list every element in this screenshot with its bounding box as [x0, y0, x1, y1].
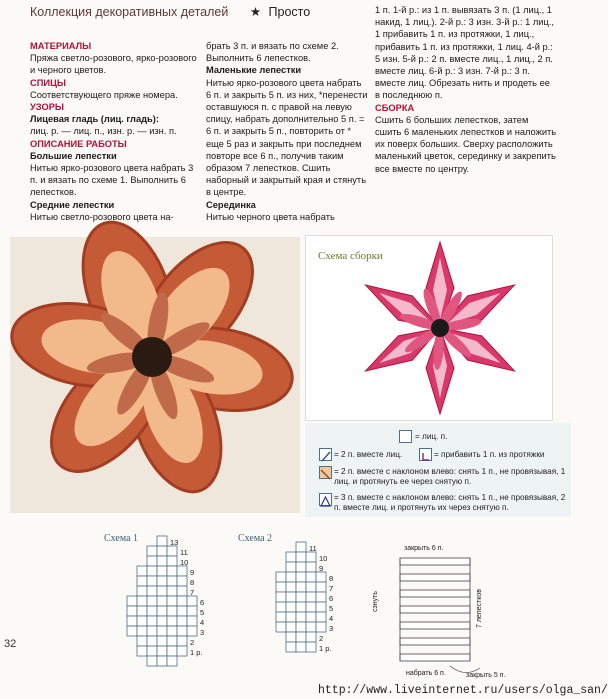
chart-cell — [147, 556, 157, 566]
knit-symbol-icon — [399, 430, 412, 443]
chart-cell — [296, 562, 306, 572]
legend-increase: = прибавить 1 п. из протяжки — [434, 450, 545, 459]
row-number: 6 — [329, 594, 334, 603]
chart-cell — [147, 656, 157, 666]
column-2 — [206, 40, 368, 223]
chart-cell — [167, 636, 177, 646]
chart-cell — [316, 602, 326, 612]
chart-cell — [286, 602, 296, 612]
chart-cell — [316, 612, 326, 622]
row-number: 2 — [190, 638, 195, 647]
chart-cell — [177, 626, 187, 636]
chart-cell — [127, 596, 137, 606]
big-petals-text: Нитью ярко-розового цвета набрать 3 п. и вязать по схеме 1. Выполнить 6 лепестков. — [30, 163, 194, 198]
chart-cell — [286, 622, 296, 632]
chart-cell — [147, 546, 157, 556]
collection-title: Коллекция декоративных деталей — [30, 5, 229, 19]
page-number: 32 — [4, 638, 17, 650]
chart-cell — [167, 546, 177, 556]
assembly-diagram — [305, 235, 553, 421]
chart-cell — [187, 596, 197, 606]
chart-cell — [177, 616, 187, 626]
row-number: 11 — [180, 548, 188, 557]
chart-cell — [177, 576, 187, 586]
chart-cell — [286, 582, 296, 592]
chart-cell — [167, 596, 177, 606]
row-number: 11 — [309, 544, 317, 553]
chart-cell — [296, 622, 306, 632]
row-number: 7 — [329, 584, 334, 593]
symbol-legend — [305, 423, 571, 517]
chart-cell — [306, 592, 316, 602]
chart-cell — [127, 626, 137, 636]
chart-cell — [306, 552, 316, 562]
chart-cell — [187, 606, 197, 616]
chart-cell — [306, 582, 316, 592]
page-header — [30, 4, 310, 19]
chart-cell — [296, 602, 306, 612]
row-number: 13 — [170, 538, 179, 547]
chart-cell — [127, 616, 137, 626]
ssk-symbol-icon — [319, 466, 332, 479]
flower-photo — [10, 237, 300, 513]
chart-cell — [306, 642, 316, 652]
schema3-left: сзнуть — [372, 591, 379, 612]
row-number: 8 — [190, 578, 195, 587]
chart-cell — [147, 606, 157, 616]
chart-cell — [177, 646, 187, 656]
chart-cell — [127, 606, 137, 616]
row-number: 6 — [200, 598, 205, 607]
legend-ssk: = 2 п. вместе с наклоном влево: снять 1 п., не провязывая, 1 лиц. и протянуть ее через снятую п. — [334, 467, 566, 486]
chart-cell — [167, 566, 177, 576]
row-number: 9 — [190, 568, 195, 577]
chart-cell — [306, 632, 316, 642]
row-number: 4 — [329, 614, 334, 623]
chart-cell — [157, 656, 167, 666]
legend-knit: = лиц. п. — [415, 432, 448, 441]
chart-cell — [286, 572, 296, 582]
core-rows-text: 1 п. 1-й р.: из 1 п. вывязать 3 п. (1 лиц., 1 накид, 1 лиц.). 2-й р.: 3 изн. 3-й р.: 1 лиц., 1 прибавить 1 п. из протяжки, 1 лиц., прибавить 1 п. из протяжки, 1 лиц. 4-й р.: 5 изн. 5-й р.: 2 п. вместе лиц., 1 лиц., 2 п. вместе лиц. 6-й р.: 3 изн. 7-й р.: 3 п. вместе лиц. Обрезать нить и продеть ее в последнюю п. — [375, 5, 554, 101]
chart-cell — [157, 556, 167, 566]
needles-text: Соответствующего пряже номера. — [30, 89, 178, 100]
materials-text: Пряжа светло-розового, ярко-розового и черного цветов. — [30, 53, 197, 76]
chart-cell — [157, 606, 167, 616]
chart-cell — [157, 616, 167, 626]
increase-symbol-icon — [419, 448, 432, 461]
assembly-text: Сшить 6 больших лепестков, затем сшить 6 маленьких лепестков и наложить их поверх больших. Сверху расположить маленький цветок, серединку и закрепить все вместе по центру. — [375, 114, 557, 174]
chart-cell — [147, 646, 157, 656]
chart-cell — [137, 586, 147, 596]
column-1 — [30, 40, 200, 223]
chart-cell — [137, 636, 147, 646]
chart-cell — [137, 626, 147, 636]
chart-cell — [147, 626, 157, 636]
row-number: 5 — [329, 604, 334, 613]
row-number: 5 — [200, 608, 205, 617]
chart-cell — [286, 552, 296, 562]
legend-k2tog: = 2 п. вместе лиц. — [334, 450, 403, 459]
row-number: 10 — [319, 554, 328, 563]
chart-cell — [157, 636, 167, 646]
big-petals-heading: Большие лепестки — [30, 150, 117, 161]
row-number: 2 — [319, 634, 324, 643]
row-number: 1 р. — [319, 644, 332, 653]
row-number: 8 — [329, 574, 334, 583]
chart-cell — [177, 586, 187, 596]
materials-heading: МАТЕРИАЛЫ — [30, 41, 92, 51]
schema3-bottom-right: закрыть 5 п. — [466, 672, 506, 679]
chart-cell — [137, 646, 147, 656]
chart-cell — [306, 612, 316, 622]
chart-cell — [157, 596, 167, 606]
chart-cell — [286, 592, 296, 602]
schema3-diagram — [370, 538, 510, 683]
chart-cell — [286, 562, 296, 572]
core-heading: Серединка — [206, 199, 256, 210]
chart-cell — [306, 622, 316, 632]
chart-cell — [316, 572, 326, 582]
chart-cell — [147, 576, 157, 586]
chart-cell — [157, 646, 167, 656]
patterns-heading: УЗОРЫ — [30, 102, 65, 113]
chart-cell — [286, 632, 296, 642]
chart-cell — [147, 616, 157, 626]
chart-cell — [147, 566, 157, 576]
row-number: 1 р. — [190, 648, 203, 657]
chart-cell — [316, 592, 326, 602]
chart-cell — [296, 632, 306, 642]
chart-cell — [167, 656, 177, 666]
chart-cell — [286, 612, 296, 622]
chart-cell — [276, 592, 286, 602]
chart-cell — [147, 596, 157, 606]
charts-area — [0, 520, 578, 680]
chart-cell — [137, 616, 147, 626]
chart-cell — [177, 606, 187, 616]
row-number: 3 — [200, 628, 205, 637]
mid-petals-heading: Средние лепестки — [30, 199, 115, 210]
chart-cell — [167, 556, 177, 566]
schema2-grid — [265, 538, 355, 683]
schema3-bottom-left: набрать 6 п. — [406, 670, 446, 677]
chart-cell — [187, 626, 197, 636]
chart-cell — [167, 606, 177, 616]
chart-cell — [286, 642, 296, 652]
chart-cell — [137, 576, 147, 586]
chart-cell — [157, 536, 167, 546]
diagram-title: Схема сборки — [318, 250, 383, 262]
schema2-label: Схема 2 — [238, 533, 273, 544]
chart-cell — [177, 596, 187, 606]
source-url: http://www.liveinternet.ru/users/olga_san/ — [318, 684, 608, 697]
assembly-heading: СБОРКА — [375, 102, 415, 113]
chart-cell — [276, 612, 286, 622]
mid-petals-text: Нитью светло-розового цвета на- — [30, 211, 174, 222]
small-petals-heading: Маленькие лепестки — [206, 65, 302, 76]
row-number: 7 — [190, 588, 195, 597]
chart-cell — [137, 606, 147, 616]
chart-cell — [177, 566, 187, 576]
chart-cell — [296, 542, 306, 552]
chart-cell — [296, 592, 306, 602]
patterns-text: лиц. р. — лиц. п., изн. р. — изн. п. — [30, 126, 177, 137]
chart-cell — [167, 626, 177, 636]
chart-cell — [276, 572, 286, 582]
chart-cell — [147, 586, 157, 596]
sk2p-symbol-icon — [319, 493, 332, 506]
chart-cell — [306, 572, 316, 582]
chart-cell — [157, 566, 167, 576]
chart-cell — [306, 602, 316, 612]
description-heading: ОПИСАНИЕ РАБОТЫ — [30, 138, 127, 149]
chart-cell — [157, 546, 167, 556]
chart-cell — [296, 612, 306, 622]
schema3-top: закрыть 6 п. — [404, 545, 444, 552]
chart-cell — [167, 646, 177, 656]
chart-cell — [296, 642, 306, 652]
schema1-label: Схема 1 — [104, 533, 139, 544]
chart-cell — [187, 616, 197, 626]
schema1-grid — [120, 532, 230, 682]
chart-cell — [167, 616, 177, 626]
chart-cell — [177, 636, 187, 646]
small-petals-text: Нитью ярко-розового цвета набрать 6 п. и закрыть 5 п. из них, *перенести оставшуюся п. с правой на левую спицу, набрать дополнительно 5 п. = 6 п. и закрыть 5 п., повторить от * еще 5 раз и закрыть при последнем повторе все 6 п., получив таким образом 7 лепестков. Сшить наборный и закрытый края и стянуть в центре. — [206, 77, 368, 198]
legend-sk2p: = 3 п. вместе с наклоном влево: снять 1 п., не провязывая, 2 п. вместе лиц. и протянуть их через снятую п. — [334, 493, 566, 512]
chart-cell — [316, 622, 326, 632]
chart-cell — [157, 576, 167, 586]
chart-cell — [147, 636, 157, 646]
column-3 — [375, 4, 557, 175]
chart-cell — [306, 562, 316, 572]
chart-cell — [296, 552, 306, 562]
star-icon: ★ — [249, 5, 262, 19]
chart-cell — [137, 566, 147, 576]
row-number: 10 — [180, 558, 189, 567]
chart-cell — [276, 622, 286, 632]
chart-cell — [157, 586, 167, 596]
chart-cell — [137, 596, 147, 606]
chart-cell — [296, 572, 306, 582]
difficulty-label: Просто — [268, 5, 311, 19]
chart-cell — [276, 582, 286, 592]
row-number: 9 — [319, 564, 324, 573]
chart-cell — [276, 602, 286, 612]
col2-intro: брать 3 п. и вязать по схеме 2. Выполнить 6 лепестков. — [206, 41, 339, 64]
core-text: Нитью черного цвета набрать — [206, 211, 335, 222]
chart-cell — [157, 626, 167, 636]
k2tog-symbol-icon — [319, 448, 332, 461]
patterns-bold: Лицевая гладь (лиц. гладь): — [30, 114, 159, 125]
chart-cell — [167, 586, 177, 596]
row-number: 4 — [200, 618, 205, 627]
chart-cell — [296, 582, 306, 592]
needles-heading: СПИЦЫ — [30, 77, 66, 88]
schema3-right: 7 лепестков — [476, 589, 483, 628]
chart-cell — [167, 576, 177, 586]
row-number: 3 — [329, 624, 334, 633]
chart-cell — [316, 582, 326, 592]
